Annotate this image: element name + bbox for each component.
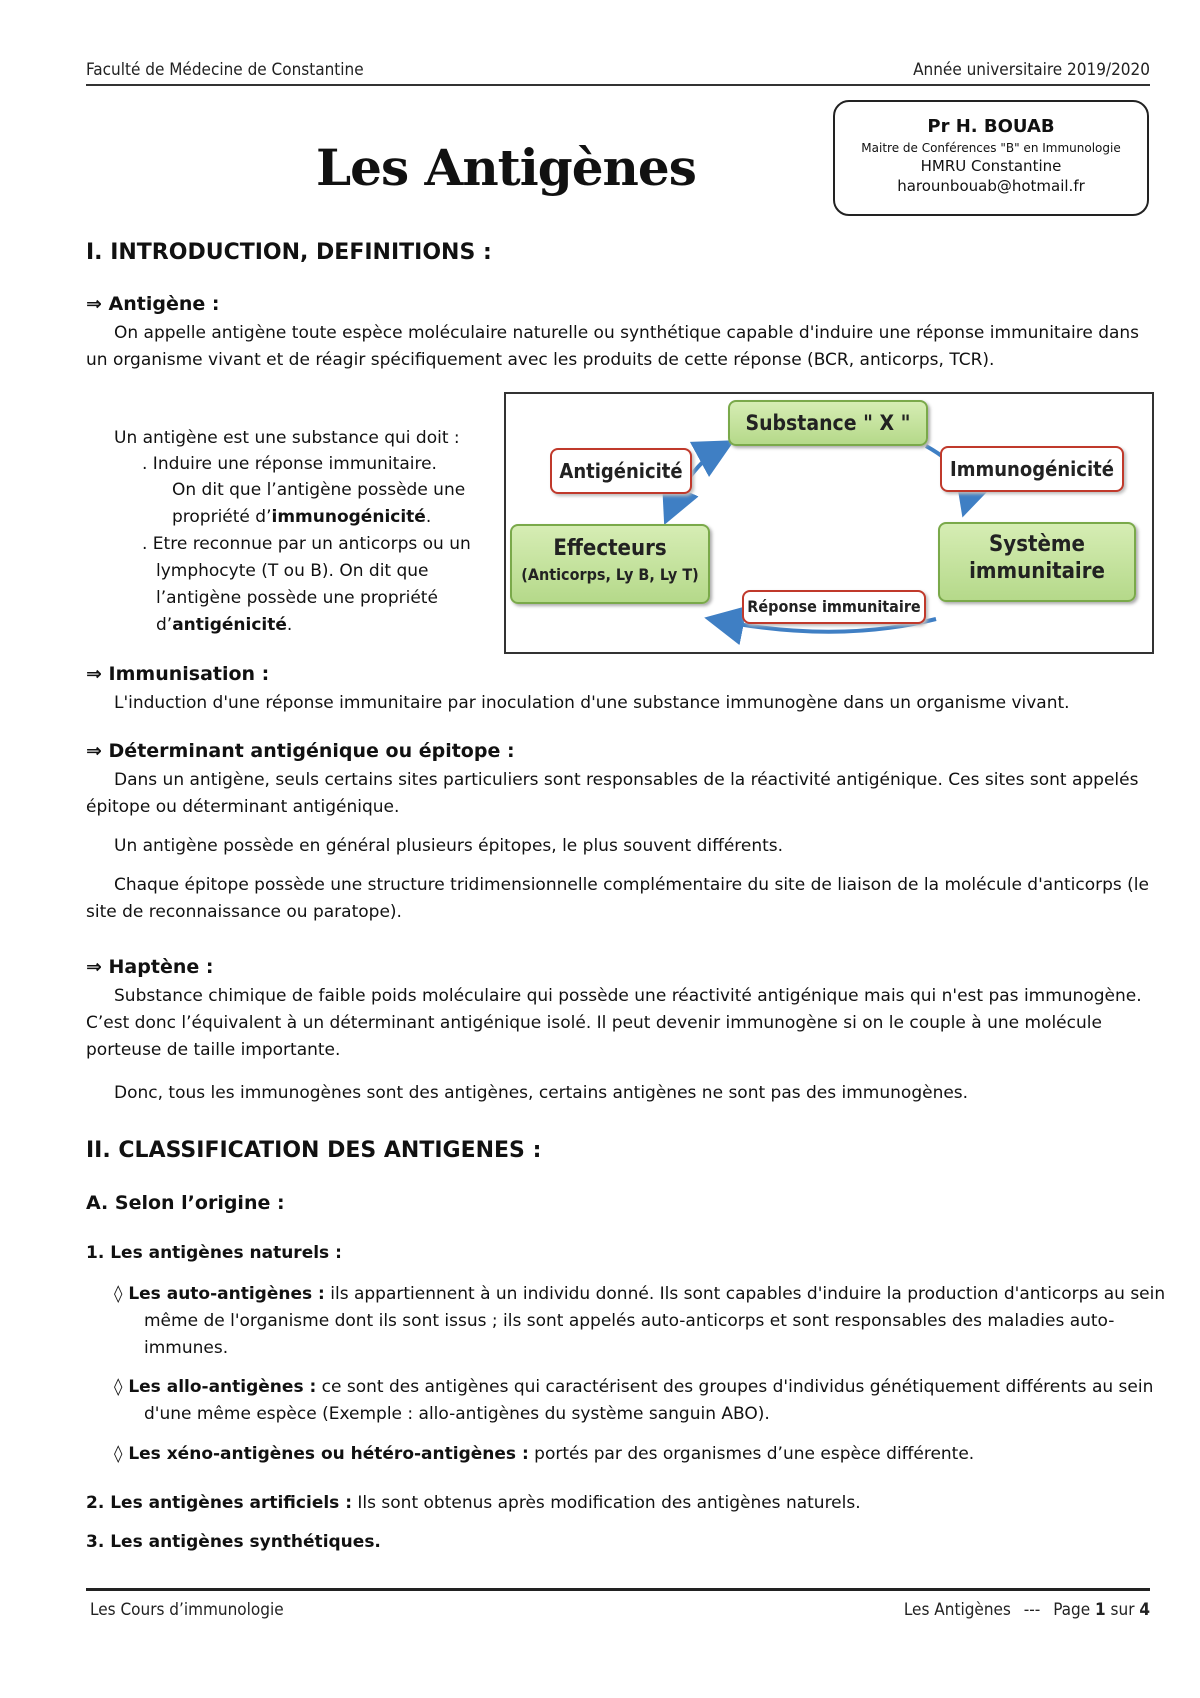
immunogenicite-term: immunogénicité [271,507,426,527]
effecteurs-sub: (Anticorps, Ly B, Ly T) [521,565,699,584]
haptene-text1: Substance chimique de faible poids moléculaire qui possède une réactivité antigénique mais qui n'est pas immunogène. C’est donc l’équivalent à un déterminant antigénique isolé. Il peut devenir immunogène si on le couple à une molécule porteuse de taille importante. [86,986,1142,1060]
author-name: Pr H. BOUAB [927,116,1055,137]
page-title: Les Antigènes [316,138,696,197]
immunogenicite-box: Immunogénicité [940,446,1124,492]
antigene-item1b-text: On dit que l’antigène possède une propriété d’ [172,480,466,527]
allo-antigenes-label: ◊ Les allo-antigènes : [114,1377,317,1397]
header-rule [86,84,1150,86]
haptene-label: ⇒ Haptène : [86,956,214,978]
auto-antigenes-text: ils appartiennent à un individu donné. Ils sont capables d'induire la production d'anticorps au sein même de l'organisme dont ils sont issus ; ils sont appelés auto-anticorps et sont responsables des maladies auto-immunes. [144,1284,1166,1358]
synthetiques-item: 3. Les antigènes synthétiques. [86,1532,381,1552]
allo-antigenes-item [114,1374,1180,1428]
antigene-intro: Un antigène est une substance qui doit : [114,428,460,448]
antigene-item2: . Etre reconnue par un anticorps ou un lymphocyte (T ou B). On dit que l’antigène possède une propriété d’antigénicité. [142,534,471,635]
determinant-label: ⇒ Déterminant antigénique ou épitope : [86,740,515,762]
antigenicite-term: antigénicité [172,615,287,635]
header-right: Année universitaire 2019/2020 [913,60,1150,80]
determinant-text3: Chaque épitope possède une structure tridimensionnelle complémentaire du site de liaison de la molécule d'anticorps (le site de reconnaissance ou paratope). [86,875,1149,922]
artificiels-text: Ils sont obtenus après modification des antigènes naturels. [352,1493,861,1513]
author-place: HMRU Constantine [920,157,1062,175]
immunisation-text: L'induction d'une réponse immunitaire par inoculation d'une substance immunogène dans un organisme vivant. [114,693,1070,713]
effecteurs-box [510,524,710,604]
xeno-antigenes-item [114,1441,1150,1468]
auto-antigenes-label: ◊ Les auto-antigènes : [114,1284,325,1304]
xeno-antigenes-label: ◊ Les xéno-antigènes ou hétéro-antigènes : [114,1444,529,1464]
footer-page-total: 4 [1139,1600,1150,1620]
substance-box: Substance " X " [728,400,928,446]
footer-sep: --- [1023,1600,1041,1620]
author-box [833,100,1149,216]
xeno-antigenes-text: portés par des organismes d’une espèce différente. [528,1444,975,1464]
systeme-l1: Système [989,532,1085,557]
antigene-item1b: On dit que l’antigène possède une propriété d’immunogénicité. [172,480,466,527]
auto-antigenes-item [114,1281,1180,1362]
systeme-box [938,522,1136,602]
footer-page-number: 1 [1095,1600,1106,1620]
determinant-text1: Dans un antigène, seuls certains sites particuliers sont responsables de la réactivité antigénique. Ces sites sont appelés épitope ou déterminant antigénique. [86,770,1139,817]
footer-right [904,1600,1150,1620]
antigen-diagram [504,392,1154,654]
section-2-heading: II. CLASSIFICATION DES ANTIGENES : [86,1138,542,1163]
author-role: Maitre de Conférences "B" en Immunologie [861,141,1121,155]
effecteurs-title: Effecteurs [553,536,667,561]
antigene-item1a: . Induire une réponse immunitaire. [142,454,437,474]
section-2a-heading: A. Selon l’origine : [86,1192,285,1214]
footer-page-label: Page [1053,1600,1091,1620]
artificiels-item [86,1490,861,1517]
antigene-item2-text: . Etre reconnue par un anticorps ou un lymphocyte (T ou B). On dit que l’antigène possède une propriété d’ [142,534,471,635]
footer-rule [86,1588,1150,1591]
section-1-heading: I. INTRODUCTION, DEFINITIONS : [86,240,492,265]
author-email: harounbouab@hotmail.fr [897,177,1085,195]
determinant-text2: Un antigène possède en général plusieurs épitopes, le plus souvent différents. [114,836,784,856]
naturels-heading: 1. Les antigènes naturels : [86,1243,342,1263]
footer-doc-title: Les Antigènes [903,1600,1011,1620]
systeme-l2: immunitaire [969,559,1105,584]
footer-left: Les Cours d’immunologie [90,1600,284,1620]
footer-of-label: sur [1110,1600,1135,1620]
immunisation-label: ⇒ Immunisation : [86,663,270,685]
allo-antigenes-text: ce sont des antigènes qui caractérisent des groupes d'individus génétiquement différents au sein d'une même espèce (Exemple : allo-antigènes du système sanguin ABO). [144,1377,1154,1424]
haptene-text2: Donc, tous les immunogènes sont des antigènes, certains antigènes ne sont pas des immunogènes. [114,1083,969,1103]
antigene-text: On appelle antigène toute espèce moléculaire naturelle ou synthétique capable d'induire une réponse immunitaire dans un organisme vivant et de réagir spécifiquement avec les produits de cette réponse (BCR, anticorps, TCR). [86,323,1140,370]
header-left: Faculté de Médecine de Constantine [86,60,364,80]
antigenicite-box: Antigénicité [550,448,692,494]
reponse-box: Réponse immunitaire [742,590,926,624]
antigene-label: ⇒ Antigène : [86,293,220,315]
artificiels-label: 2. Les antigènes artificiels : [86,1493,353,1513]
